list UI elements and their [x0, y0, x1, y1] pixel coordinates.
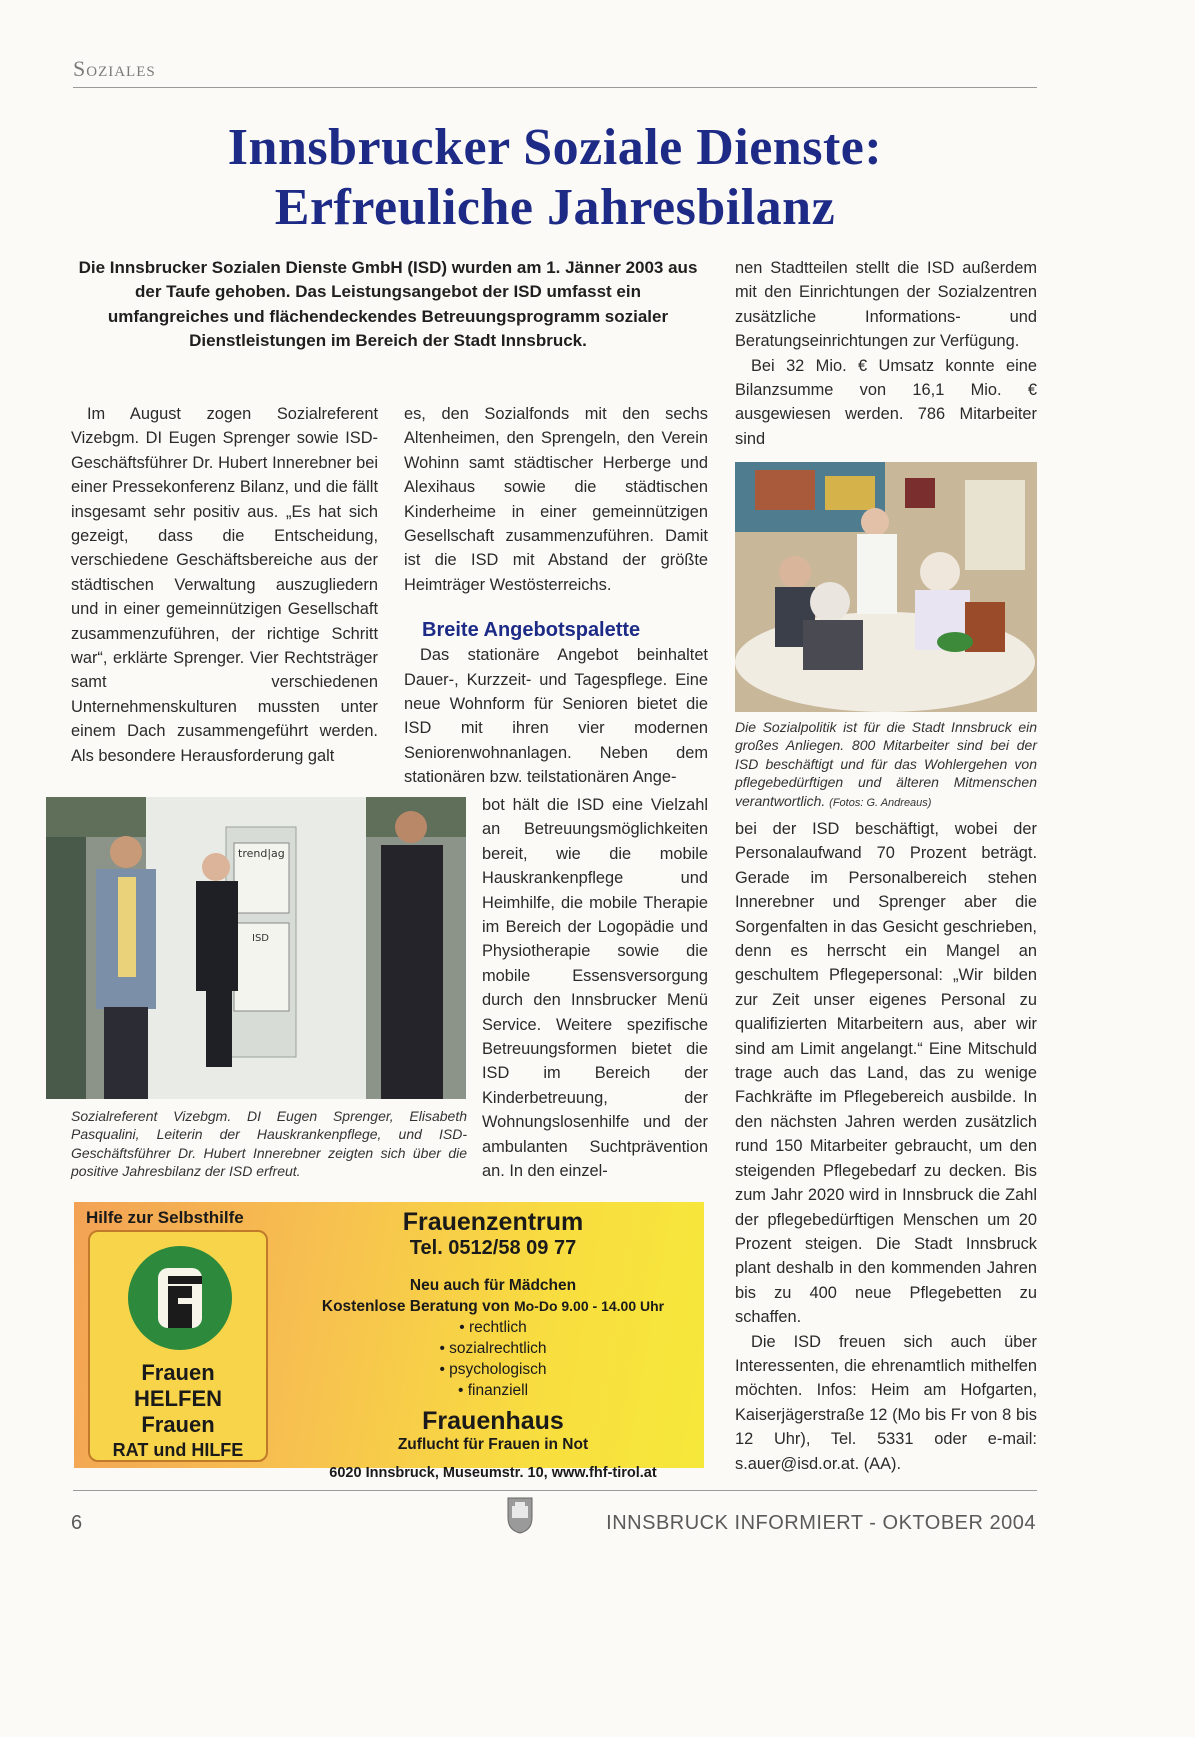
footer-rule — [73, 1490, 1037, 1491]
photo-credit: (Fotos: G. Andreaus) — [829, 796, 932, 809]
ad-logo-text — [90, 1360, 266, 1438]
body-paragraph: nen Stadtteilen stellt die ISD außerdem mit den Einrichtungen der Sozialzentren zusätzliche Informations- und Beratungseinrichtungen zur Verfügung. — [735, 259, 1037, 351]
door-sign-trendag: trend|ag — [238, 847, 285, 860]
city-crest-icon — [506, 1496, 534, 1534]
ad-logo-box — [88, 1230, 268, 1462]
body-column-2-narrow — [482, 793, 708, 1184]
ad-logo-line: HELFEN — [134, 1386, 222, 1411]
body-paragraph: Im August zogen Sozialreferent Vizebgm. DI Eugen Sprenger sowie ISD-Geschäftsführer Dr. Hubert Innerebner bei einer Pressekonferenz Bilanz, und die fällt insgesamt sehr positiv aus. „Es hat sich gezeigt, dass die Entscheidung, verschiedene Geschäftsbereiche aus der städtischen Verwaltung auszugliedern und in einer gemeinnützigen Gesellschaft zusammenzuführen, der richtige Schritt war“, erklärte Sprenger. Vier Rechtsträger samt verschiedenen Unternehmenskulturen mussten unter einem Dach zusammengeführt werden. Als besondere Herausforderung galt — [71, 405, 378, 765]
crest-icon — [506, 1496, 534, 1534]
door-sign-isd: ISD — [252, 933, 269, 944]
advertisement-frauenzentrum — [74, 1202, 704, 1481]
publication-name: INNSBRUCK INFORMIERT - OKTOBER 2004 — [606, 1512, 1036, 1534]
ad-logo-icon — [128, 1246, 232, 1350]
subheading: Breite Angebotspalette — [422, 619, 641, 642]
body-column-3-top — [735, 256, 1037, 451]
ad-refuge: Zuflucht für Frauen in Not — [397, 1436, 589, 1453]
section-label: Soziales — [73, 56, 156, 81]
ad-consult-prefix: Kostenlose Beratung von — [321, 1298, 510, 1315]
ad-new-note: Neu auch für Mädchen — [409, 1277, 577, 1294]
caption-text: Die Sozialpolitik ist für die Stadt Innsbruck ein großes Anliegen. 800 Mitarbeiter sind bei der ISD beschäftigt und für das Wohlergehen von pflegebedürftigen und älteren Mitmenschen verantwortlich. — [735, 719, 1037, 809]
ad-bullet: • rechtlich — [459, 1319, 527, 1336]
frauen-logo-icon — [128, 1246, 232, 1350]
body-paragraph: Das stationäre Angebot beinhaltet Dauer-, Kurzzeit- und Tagespflege. Eine neue Wohnform für Senioren bietet die ISD mit ihren vier modernen Seniorenwohnanlagen. Neben dem stationären bzw. teilstationären Ange- — [404, 646, 708, 787]
body-paragraph: bot hält die ISD eine Vielzahl an Betreuungsmöglichkeiten bereit, wie die mobile Hauskrankenpflege und Heimhilfe, die mobile Therapie im Bereich der Logopädie und Physiotherapie sowie die mobile Essensversorgung durch den Innsbrucker Menü Service. Weitere spezifische Betreuungsformen bietet die ISD im Bereich der Kinderbetreuung, der Wohnungslosenhilfe und der ambulanten Suchtprävention an. In den einzel- — [482, 796, 708, 1181]
ad-house-name: Frauenhaus — [422, 1407, 564, 1435]
body-paragraph: bei der ISD beschäftigt, wobei der Personalaufwand 70 Prozent beträgt. Gerade im Personalbereich stehen Innerebner und Sprenger aber die Sorgenfalten in das Gesicht geschrieben, denn es herrscht ein Mangel an geschultem Pflegepersonal: „Wir bilden zur Zeit unser eigenes Personal zu qualifizierten Mitarbeitern aus, aber wir sind am Limit angelangt.“ Eine Mitschuld trage auch das Land, das zu wenige Fachkräfte im Pflegebereich ausbilde. In den nächsten Jahren werden zusätzlich rund 150 Mitarbeiter gebraucht, um den steigenden Pflegebedarf zu decken. Bis zum Jahr 2020 wird in Innsbruck die Zahl der pflegebedürftigen Menschen um 20 Prozent steigen. Die Stadt Innsbruck plant deshalb in den kommenden Jahren bis zu 400 neue Pflegebetten zu schaffen. — [735, 820, 1037, 1327]
body-paragraph: Bei 32 Mio. € Umsatz konnte eine Bilanzsumme von 16,1 Mio. € ausgewiesen werden. 786 Mitarbeiter sind — [735, 356, 1037, 448]
ad-logo-line: Frauen — [141, 1412, 215, 1437]
ad-address[interactable]: 6020 Innsbruck, Museumstr. 10, www.fhf-tirol.at — [329, 1465, 657, 1481]
page-number: 6 — [71, 1512, 83, 1534]
article-title — [73, 118, 1037, 238]
ad-consult-time: Mo-Do 9.00 - 14.00 Uhr — [513, 1298, 665, 1314]
body-column-1 — [71, 402, 378, 768]
body-paragraph: es, den Sozialfonds mit den sechs Altenheimen, den Sprengeln, den Verein Wohinn samt städtischer Herberge und Alexihaus sowie die städtischen Kinderheime in einer gemeinnützigen Gesellschaft zusammenzuführen. Damit ist die ISD mit Abstand der größte Heimträger Westösterreichs. — [404, 405, 708, 594]
photo-care-home-illustration — [735, 462, 1037, 712]
photo-caption-right — [735, 718, 1037, 812]
photo-press-conference-illustration — [46, 797, 466, 1099]
body-column-3-bottom — [735, 817, 1037, 1476]
ad-logo-line: Frauen — [141, 1360, 215, 1385]
photo-press-conference — [46, 797, 466, 1099]
ad-help-heading: Hilfe zur Selbsthilfe — [86, 1208, 244, 1227]
ad-bullet: • sozialrechtlich — [439, 1340, 547, 1357]
ad-bullet: • finanziell — [457, 1382, 529, 1399]
title-line-2: Erfreuliche Jahresbilanz — [274, 179, 836, 236]
body-paragraph: Die ISD freuen sich auch über Interessenten, die ehrenamtlich mithelfen möchten. Infos: Heim am Hofgarten, Kaiserjägerstraße 12 (Mo bis Fr von 8 bis 12 Uhr), Tel. 5331 oder e-mail: s.auer@isd.or.at. (AA). — [735, 1332, 1037, 1473]
title-line-1: Innsbrucker Soziale Dienste: — [227, 119, 883, 176]
photo-caption-left: Sozialreferent Vizebgm. DI Eugen Sprenger, Elisabeth Pasqualini, Leiterin der Hauskrankenpflege, und ISD-Geschäftsführer Dr. Hubert Innerebner zeigten sich über die positive Jahresbilanz der ISD erfreut. — [71, 1108, 467, 1180]
ad-bullet: • psychologisch — [439, 1361, 547, 1378]
article-lead: Die Innsbrucker Sozialen Dienste GmbH (ISD) wurden am 1. Jänner 2003 aus der Taufe gehoben. Das Leistungsangebot der ISD umfasst ein umfangreiches und flächendeckendes Betreuungsprogramm sozialer Dienstleistungen im Bereich der Stadt Innsbruck. — [78, 258, 698, 351]
ad-info — [284, 1208, 702, 1481]
ad-center-name: Frauenzentrum — [402, 1208, 584, 1236]
header-rule — [73, 87, 1037, 88]
ad-rat-hilfe: RAT und HILFE — [112, 1440, 244, 1460]
photo-care-home — [735, 462, 1037, 712]
body-column-2 — [404, 402, 708, 790]
ad-consult — [284, 1296, 702, 1317]
ad-phone: Tel. 0512/58 09 77 — [409, 1237, 577, 1259]
